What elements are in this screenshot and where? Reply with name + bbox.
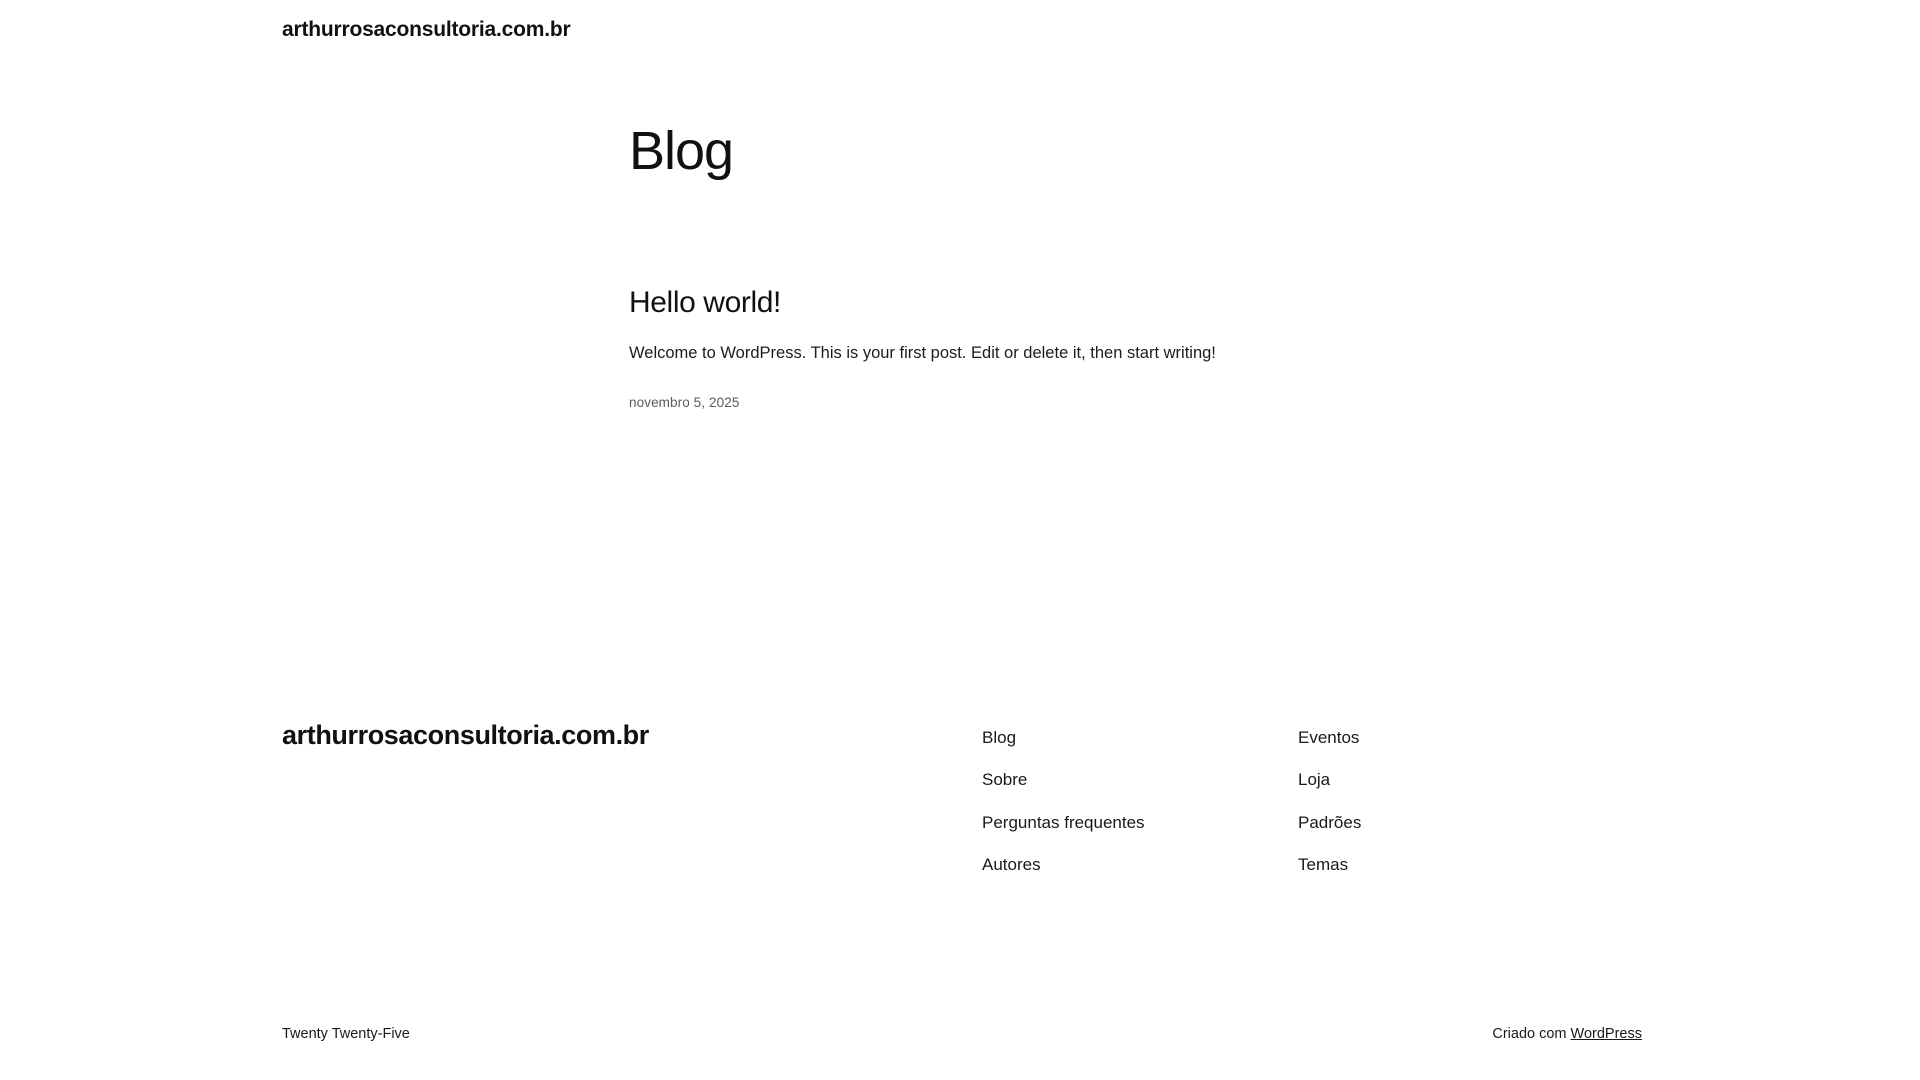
footer-link-loja[interactable]: Loja [1298,770,1331,790]
footer-site-title-link[interactable]: arthurrosaconsultoria.com.br [282,720,649,750]
site-header [282,16,1642,43]
footer-top [282,718,1642,876]
credit [1492,1026,1642,1042]
footer-link-blog[interactable]: Blog [982,728,1017,747]
footer-navigation [982,718,1614,876]
footer-link-autores[interactable]: Autores [982,855,1041,875]
theme-name: Twenty Twenty-Five [282,1026,410,1042]
site-title-link[interactable]: arthurrosaconsultoria.com.br [282,18,571,41]
post-date: novembro 5, 2025 [629,394,740,410]
footer-link-perguntas-frequentes[interactable]: Perguntas frequentes [982,812,1145,832]
post-item [629,285,1629,410]
post-title [629,285,1629,321]
credit-prefix: Criado com [1492,1026,1567,1042]
post-title-link[interactable]: Hello world! [629,286,781,320]
site-footer [282,718,1642,1042]
post-excerpt: Welcome to WordPress. This is your first post. Edit or delete it, then start writing! [629,344,1216,363]
footer-link-padroes[interactable]: Padrões [1298,812,1362,832]
footer-link-sobre[interactable]: Sobre [982,770,1028,790]
footer-brand [282,718,982,753]
main-content [629,120,1629,410]
wordpress-link[interactable]: WordPress [1570,1026,1642,1042]
footer-nav-column-1 [982,728,1298,876]
page-title: Blog [629,121,734,181]
footer-nav-column-2 [1298,728,1614,876]
footer-bottom [282,1026,1642,1042]
footer-link-eventos[interactable]: Eventos [1298,728,1360,747]
footer-link-temas[interactable]: Temas [1298,855,1349,875]
